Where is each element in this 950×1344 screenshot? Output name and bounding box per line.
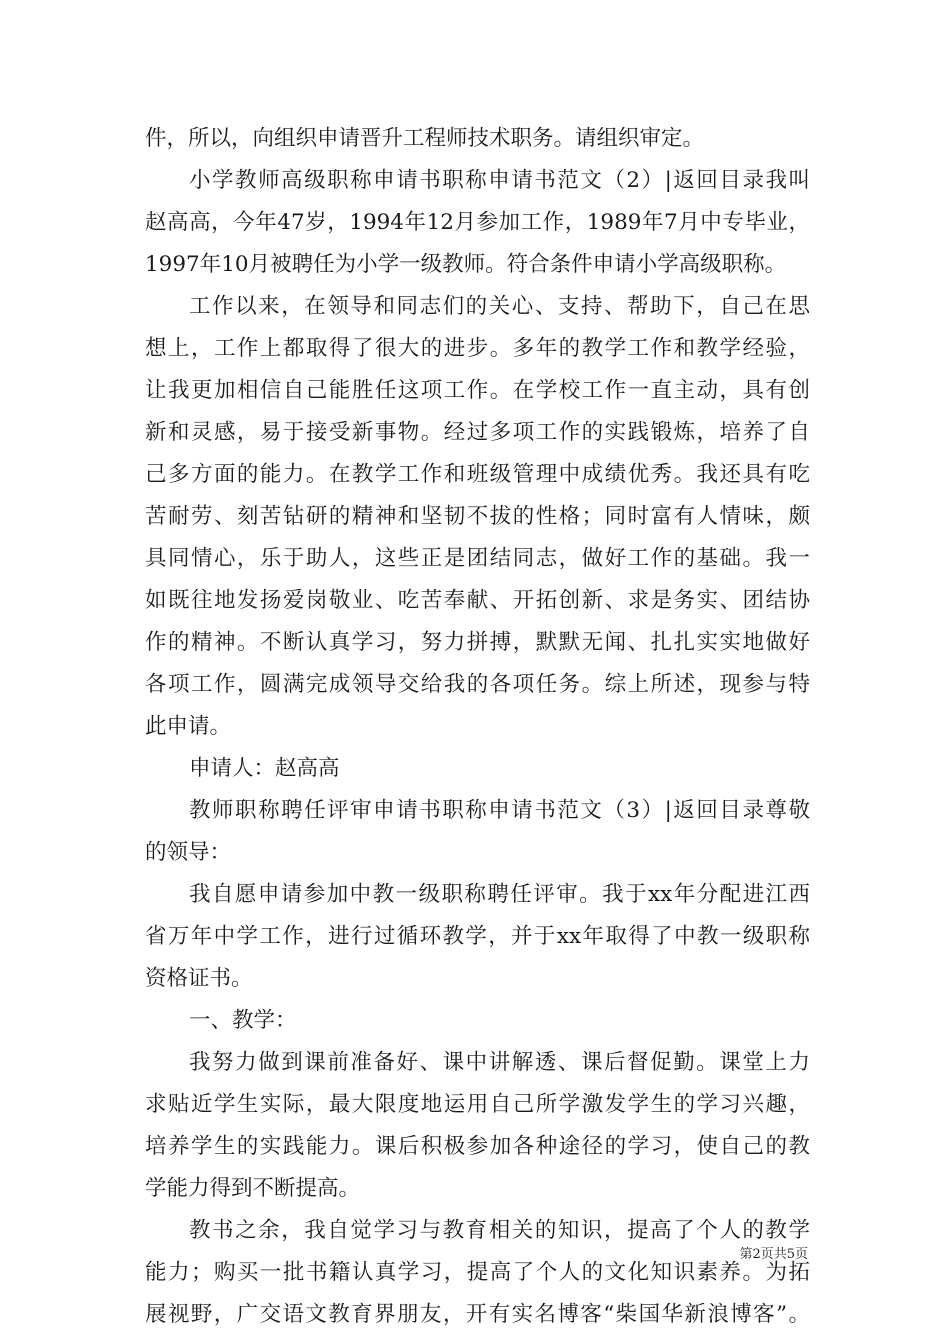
text-line: 我努力做到课前准备好、课中讲解透、课后督促勤。课堂上力 bbox=[189, 1050, 810, 1075]
text-line: 如既往地发扬爱岗敬业、吃苦奉献、开拓创新、求是务实、团结协 bbox=[145, 588, 810, 613]
page-number: 第2页共5页 bbox=[739, 1247, 808, 1262]
text-line: 己多方面的能力。在教学工作和班级管理中成绩优秀。我还具有吃 bbox=[145, 462, 810, 487]
text-line: 求贴近学生实际，最大限度地运用自己所学激发学生的学习兴趣， bbox=[145, 1092, 810, 1117]
text-line: 各项工作，圆满完成领导交给我的各项任务。综上所述，现参与特 bbox=[145, 672, 810, 697]
text-line: 件，所以，向组织申请晋升工程师技术职务。请组织审定。 bbox=[145, 126, 705, 151]
text-line: 我自愿申请参加中教一级职称聘任评审。我于xx年分配进江西 bbox=[189, 882, 810, 907]
text-line: 想上，工作上都取得了很大的进步。多年的教学工作和教学经验， bbox=[145, 336, 810, 361]
text-line: 省万年中学工作，进行过循环教学，并于xx年取得了中教一级职称 bbox=[145, 924, 810, 949]
text-line: 作的精神。不断认真学习，努力拼搏，默默无闻、扎扎实实地做好 bbox=[145, 630, 810, 655]
text-line: 培养学生的实践能力。课后积极参加各种途径的学习，使自己的教 bbox=[145, 1134, 810, 1159]
document-body bbox=[145, 118, 810, 1336]
text-line: 具同情心，乐于助人，这些正是团结同志，做好工作的基础。我一 bbox=[145, 546, 810, 571]
text-line: 的领导： bbox=[145, 840, 232, 865]
text-line: 能力；购买一批书籍认真学习，提高了个人的文化知识素养。为拓 bbox=[145, 1260, 810, 1285]
text-line: 工作以来，在领导和同志们的关心、支持、帮助下，自己在思 bbox=[189, 294, 810, 319]
text-line: 赵高高，今年47岁，1994年12月参加工作，1989年7月中专毕业， bbox=[145, 210, 810, 235]
text-line: 展视野，广交语文教育界朋友，开有实名博客“柴国华新浪博客”。 bbox=[145, 1302, 810, 1327]
text-line: 教书之余，我自觉学习与教育相关的知识，提高了个人的教学 bbox=[189, 1218, 810, 1243]
text-line: 申请人：赵高高 bbox=[189, 756, 340, 781]
text-line: 一、教学： bbox=[189, 1008, 297, 1033]
text-line: 教师职称聘任评审申请书职称申请书范文（3）|返回目录尊敬 bbox=[189, 798, 810, 823]
text-line: 此申请。 bbox=[145, 714, 232, 739]
text-line: 资格证书。 bbox=[145, 966, 253, 991]
text-line: 新和灵感，易于接受新事物。经过多项工作的实践锻炼，培养了自 bbox=[145, 420, 810, 445]
text-line: 让我更加相信自己能胜任这项工作。在学校工作一直主动，具有创 bbox=[145, 378, 810, 403]
text-line: 苦耐劳、刻苦钻研的精神和坚韧不拔的性格；同时富有人情味，颇 bbox=[145, 504, 810, 529]
text-line: 学能力得到不断提高。 bbox=[145, 1176, 361, 1201]
text-line: 小学教师高级职称申请书职称申请书范文（2）|返回目录我叫 bbox=[189, 168, 810, 193]
text-line: 1997年10月被聘任为小学一级教师。符合条件申请小学高级职称。 bbox=[145, 252, 787, 277]
